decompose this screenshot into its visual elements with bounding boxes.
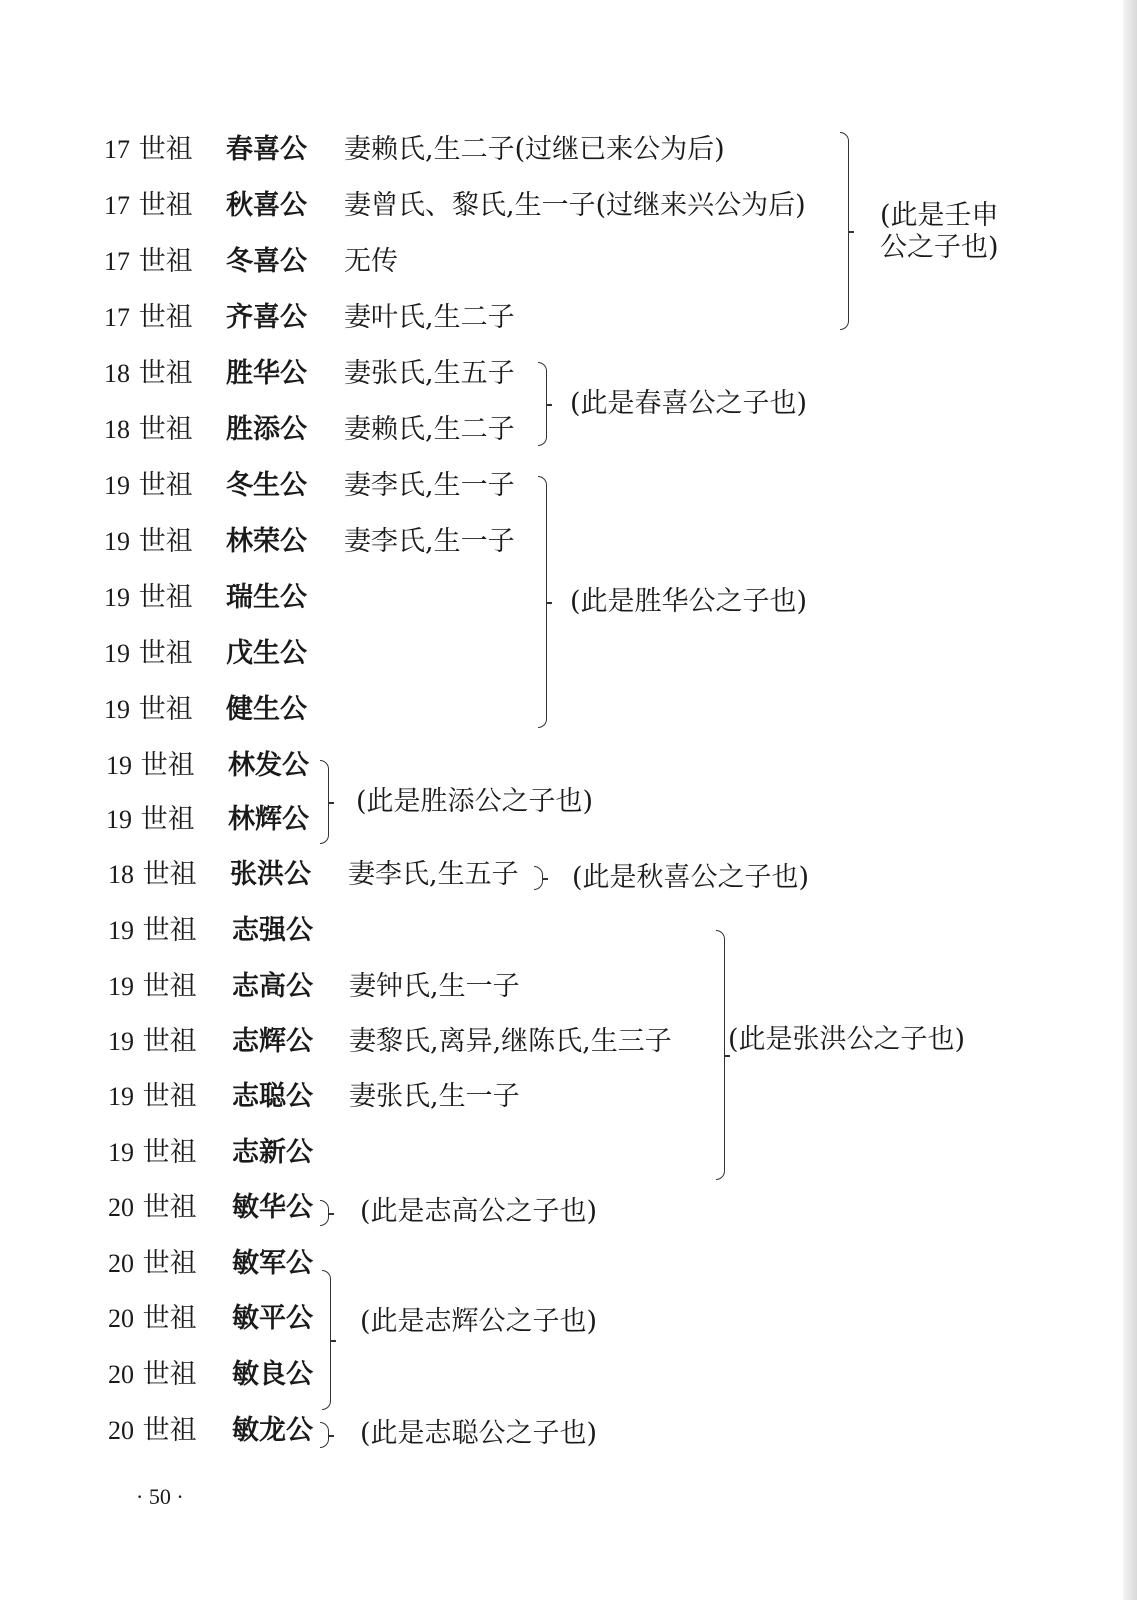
page-number: · 50 · (136, 1484, 184, 1509)
person-name: 林荣公 (226, 526, 307, 557)
entry-row (108, 1355, 408, 1395)
group-brace (320, 760, 329, 844)
entry-row (108, 1022, 718, 1062)
generation-label: 18 世祖 (104, 414, 193, 445)
person-desc: 妻赖氏,生二子 (344, 414, 515, 445)
person-name: 志聪公 (232, 1081, 313, 1112)
generation-label: 20 世祖 (108, 1192, 197, 1223)
parent-note: (此是张洪公之子也) (728, 1024, 966, 1055)
generation-label: 18 世祖 (108, 859, 197, 890)
parent-note: (此是秋喜公之子也) (572, 862, 810, 893)
parent-note: (此是壬申 公之子也) (880, 200, 999, 263)
person-desc: 妻张氏,生五子 (344, 358, 515, 389)
generation-label: 19 世祖 (104, 694, 193, 725)
person-name: 春喜公 (226, 134, 307, 165)
person-name: 志辉公 (232, 1026, 313, 1057)
person-name: 敏军公 (232, 1248, 313, 1279)
group-brace (840, 132, 849, 330)
person-name: 瑞生公 (226, 582, 307, 613)
generation-label: 19 世祖 (106, 804, 195, 835)
person-desc: 妻钟氏,生一子 (349, 971, 520, 1002)
generation-label: 17 世祖 (104, 302, 193, 333)
entry-row (108, 911, 408, 951)
person-desc: 妻张氏,生一子 (349, 1081, 520, 1112)
person-name: 冬喜公 (226, 246, 307, 277)
generation-label: 20 世祖 (108, 1359, 197, 1390)
entry-row (108, 1244, 408, 1284)
person-desc: 妻叶氏,生二子 (344, 302, 515, 333)
person-desc: 无传 (344, 246, 398, 277)
entry-row (104, 186, 864, 226)
entry-row (104, 354, 564, 394)
entry-row (104, 634, 404, 674)
entry-row (104, 690, 404, 730)
entry-row (104, 130, 864, 170)
scan-edge (1123, 0, 1137, 1600)
generation-label: 19 世祖 (104, 582, 193, 613)
person-name: 冬生公 (226, 470, 307, 501)
entry-row (108, 967, 608, 1007)
generation-label: 20 世祖 (108, 1248, 197, 1279)
person-name: 敏平公 (232, 1303, 313, 1334)
person-desc: 妻李氏,生一子 (344, 470, 515, 501)
generation-label: 19 世祖 (108, 1026, 197, 1057)
entry-row (106, 746, 406, 786)
entry-row (104, 298, 864, 338)
entry-row (104, 522, 564, 562)
person-name: 林辉公 (228, 804, 309, 835)
parent-note: (此是志聪公之子也) (360, 1418, 598, 1449)
person-desc: 妻李氏,生五子 (348, 859, 519, 890)
entry-row (104, 578, 404, 618)
parent-note: (此是胜添公之子也) (356, 786, 594, 817)
person-desc: 妻李氏,生一子 (344, 526, 515, 557)
generation-label: 17 世祖 (104, 190, 193, 221)
generation-label: 19 世祖 (106, 750, 195, 781)
generation-label: 19 世祖 (108, 915, 197, 946)
person-name: 齐喜公 (226, 302, 307, 333)
person-name: 林发公 (228, 750, 309, 781)
generation-label: 17 世祖 (104, 134, 193, 165)
parent-note: (此是志辉公之子也) (360, 1306, 598, 1337)
parent-note: (此是胜华公之子也) (570, 586, 808, 617)
entry-row (104, 466, 564, 506)
parent-note: (此是春喜公之子也) (570, 388, 808, 419)
generation-label: 18 世祖 (104, 358, 193, 389)
generation-label: 20 世祖 (108, 1415, 197, 1446)
entry-row (108, 855, 568, 895)
person-name: 志高公 (232, 971, 313, 1002)
group-brace (538, 362, 547, 446)
generation-label: 19 世祖 (108, 1081, 197, 1112)
person-name: 健生公 (226, 694, 307, 725)
person-name: 秋喜公 (226, 190, 307, 221)
person-name: 张洪公 (230, 859, 311, 890)
generation-label: 19 世祖 (104, 470, 193, 501)
person-desc: 妻赖氏,生二子(过继已来公为后) (344, 134, 725, 165)
person-name: 胜华公 (226, 358, 307, 389)
person-desc: 妻黎氏,离异,继陈氏,生三子 (349, 1026, 672, 1057)
generation-label: 19 世祖 (108, 1137, 197, 1168)
entry-row (104, 410, 564, 450)
generation-label: 19 世祖 (104, 638, 193, 669)
person-name: 志强公 (232, 915, 313, 946)
person-name: 敏华公 (232, 1192, 313, 1223)
entry-row (108, 1077, 608, 1117)
person-desc: 妻曾氏、黎氏,生一子(过继来兴公为后) (344, 190, 806, 221)
group-brace (322, 1270, 331, 1410)
person-name: 志新公 (232, 1137, 313, 1168)
generation-label: 19 世祖 (104, 526, 193, 557)
entry-row (108, 1133, 408, 1173)
person-name: 胜添公 (226, 414, 307, 445)
person-name: 敏龙公 (232, 1415, 313, 1446)
generation-label: 19 世祖 (108, 971, 197, 1002)
group-brace (538, 476, 547, 728)
person-name: 戊生公 (226, 638, 307, 669)
entry-row (104, 242, 864, 282)
generation-label: 20 世祖 (108, 1303, 197, 1334)
person-name: 敏良公 (232, 1359, 313, 1390)
group-brace (716, 930, 725, 1180)
generation-label: 17 世祖 (104, 246, 193, 277)
parent-note: (此是志高公之子也) (360, 1196, 598, 1227)
